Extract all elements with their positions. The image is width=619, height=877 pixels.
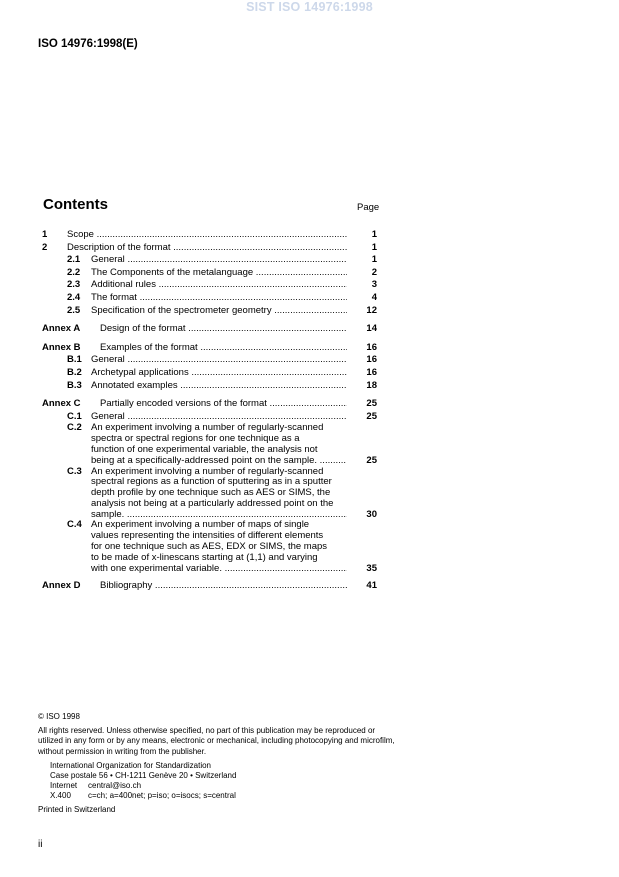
toc-entry-components[interactable] (0, 267, 619, 280)
toc-title-line: depth profile by one technique such as AES or SIMS, the (91, 487, 331, 499)
toc-title-line: to be made of x-linescans starting at (1,1) and varying (91, 551, 318, 563)
toc-entry-spectrometer[interactable] (0, 305, 619, 318)
toc-title-line: sample. ..... (91, 510, 347, 521)
toc-title-line: An experiment involving a number of regularly-scanned (91, 422, 324, 434)
toc-title: Design of the format ..... (100, 323, 347, 336)
table-of-contents (0, 229, 619, 593)
toc-number: C.2 (67, 422, 82, 434)
toc-page: 25 (366, 398, 377, 410)
toc-title-line: analysis not being at a particularly addressed point on the (91, 497, 334, 509)
toc-title: Bibliography ..... (100, 580, 347, 593)
toc-title-line: values representing the intensities of different elements (91, 530, 324, 542)
toc-entry-description[interactable] (0, 242, 619, 255)
watermark: SIST ISO 14976:1998 (246, 0, 373, 14)
toc-title-line: being at a specifically-addressed point on the sample. ..... (91, 456, 347, 467)
page-number: ii (38, 839, 43, 850)
toc-entry-b2[interactable] (0, 367, 619, 380)
toc-number: 2.1 (67, 254, 81, 266)
publisher-address (50, 761, 398, 802)
toc-entry-c4[interactable] (0, 520, 619, 574)
toc-number: 2.2 (67, 266, 81, 278)
toc-title: Annotated examples ..... (91, 380, 347, 393)
toc-number: Annex B (42, 341, 81, 353)
internet-value[interactable]: central@iso.ch (88, 781, 142, 791)
toc-number: C.1 (67, 410, 82, 422)
toc-title: Archetypal applications ..... (91, 367, 347, 380)
toc-title-line: An experiment involving a number of maps of single (91, 519, 310, 531)
internet-label: Internet (50, 781, 78, 791)
toc-entry-additional-rules[interactable] (0, 279, 619, 292)
toc-entry-general[interactable] (0, 254, 619, 267)
toc-page: 35 (366, 562, 377, 574)
toc-title: Additional rules ..... (91, 279, 347, 292)
toc-page: 30 (366, 508, 377, 520)
toc-number: 2.3 (67, 279, 81, 291)
toc-page: 2 (371, 266, 377, 278)
toc-page: 18 (366, 379, 377, 391)
toc-page: 16 (366, 341, 377, 353)
toc-title: The Components of the metalanguage ..... (91, 267, 347, 280)
contents-heading: Contents (43, 196, 108, 213)
toc-entry-b3[interactable] (0, 380, 619, 393)
toc-title: The format ..... (91, 292, 347, 305)
toc-number: B.1 (67, 354, 82, 366)
toc-entry-annex-a[interactable] (0, 323, 619, 336)
toc-entry-c2[interactable] (0, 423, 619, 466)
toc-number: Annex C (42, 398, 81, 410)
x400-label: X.400 (50, 791, 71, 801)
toc-title: Examples of the format ..... (100, 342, 347, 355)
toc-title: General ..... (91, 411, 347, 424)
postal-address: Case postale 56 • CH-1211 Genève 20 • Switzerland (50, 771, 237, 781)
toc-page: 12 (366, 304, 377, 316)
toc-page: 3 (371, 279, 377, 291)
document-id: ISO 14976:1998(E) (38, 38, 138, 50)
toc-entry-scope[interactable] (0, 229, 619, 242)
toc-page: 16 (366, 354, 377, 366)
x400-contact (50, 791, 398, 801)
toc-title-line: An experiment involving a number of regularly-scanned (91, 465, 324, 477)
toc-number: B.3 (67, 379, 82, 391)
toc-page: 1 (371, 229, 377, 240)
toc-number: 2.5 (67, 304, 81, 316)
toc-title: General ..... (91, 254, 347, 267)
toc-title-line: spectral regions as a function of sputtering as in a sputter (91, 476, 332, 488)
copyright-notice: © ISO 1998 (38, 712, 80, 721)
toc-entry-annex-d[interactable] (0, 580, 619, 593)
internet-contact (50, 781, 398, 791)
toc-title-line: for one technique such as AES, EDX or SIMS, the maps (91, 541, 328, 553)
toc-title-line: with one experimental variable. ..... (91, 564, 347, 575)
toc-number: 1 (42, 229, 48, 240)
toc-title: Scope ..... (67, 229, 347, 242)
printed-location: Printed in Switzerland (38, 804, 116, 814)
toc-page: 25 (366, 454, 377, 466)
toc-title-line: spectra or spectral regions for one technique as a (91, 433, 300, 445)
toc-title: Specification of the spectrometer geometry ..... (91, 305, 347, 318)
toc-page: 16 (366, 366, 377, 378)
toc-page: 4 (371, 291, 377, 303)
toc-entry-annex-c[interactable] (0, 398, 619, 411)
toc-page: 25 (366, 410, 377, 422)
toc-number: 2.4 (67, 291, 81, 303)
toc-entry-b1[interactable] (0, 354, 619, 367)
toc-page: 14 (366, 323, 377, 335)
toc-entry-annex-b[interactable] (0, 342, 619, 355)
toc-page: 41 (366, 580, 377, 592)
toc-title: General ..... (91, 354, 347, 367)
page-column-header: Page (357, 202, 380, 213)
organization-name: International Organization for Standardization (50, 760, 211, 770)
toc-title: Description of the format ..... (67, 242, 347, 255)
toc-number: B.2 (67, 366, 82, 378)
toc-number: Annex D (42, 580, 81, 592)
toc-number: C.3 (67, 465, 82, 477)
toc-title-line: function of one experimental variable, the analysis not (91, 443, 318, 455)
toc-number: Annex A (42, 323, 81, 335)
toc-title: Partially encoded versions of the format ..... (100, 398, 347, 411)
rights-statement: All rights reserved. Unless otherwise specified, no part of this publication may be reproduced or utilized in any form or by any means, electronic or mechanical, including photocopying and microfilm, without permission in writing from the publisher. (38, 726, 395, 756)
toc-entry-format[interactable] (0, 292, 619, 305)
toc-entry-c3[interactable] (0, 467, 619, 521)
x400-value: c=ch; a=400net; p=iso; o=isocs; s=central (88, 791, 236, 801)
toc-page: 1 (371, 241, 377, 253)
toc-number: 2 (42, 241, 48, 253)
toc-page: 1 (371, 254, 377, 266)
copyright-footer (38, 712, 398, 815)
toc-number: C.4 (67, 519, 82, 531)
